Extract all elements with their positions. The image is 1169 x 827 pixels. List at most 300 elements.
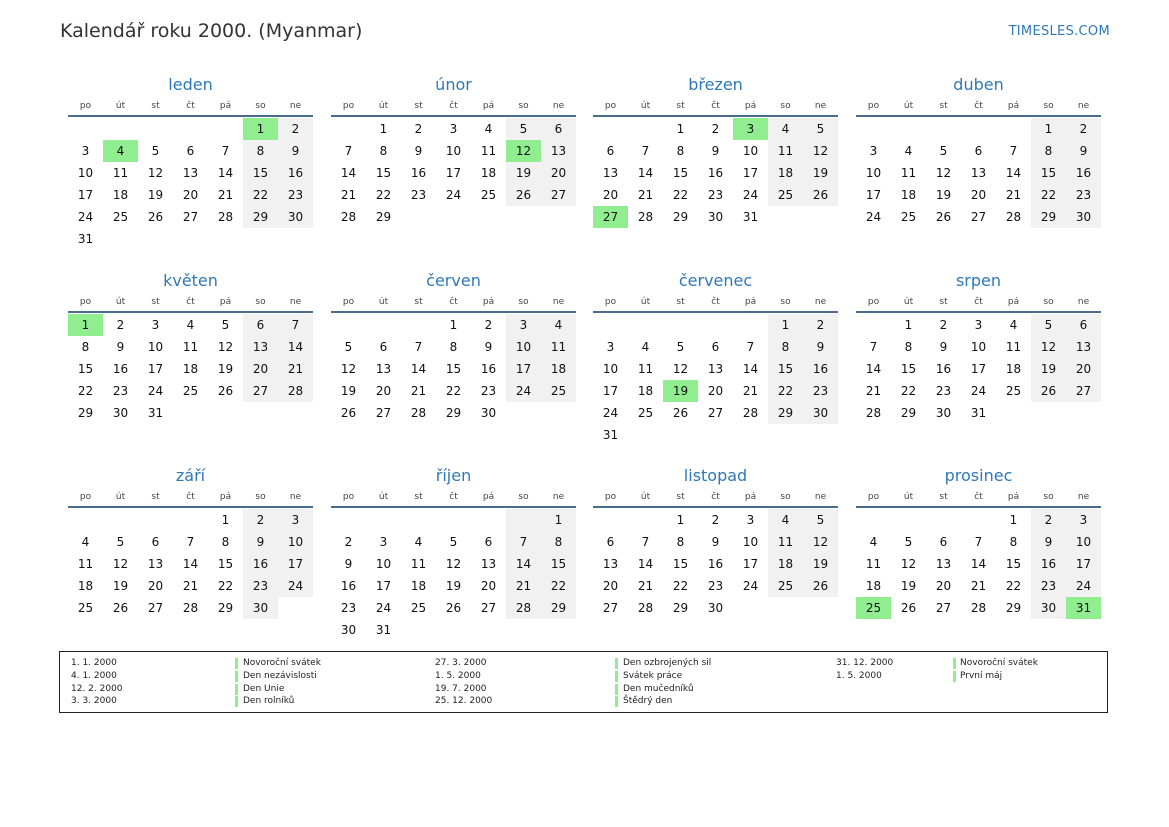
day-cell: 16: [1066, 162, 1101, 184]
weekday-label: pá: [482, 492, 495, 502]
day-cell: 6: [939, 535, 948, 549]
day-cell: 15: [217, 557, 234, 571]
day-cell: 8: [243, 140, 278, 162]
day-cell: 19: [506, 162, 541, 184]
day-cell: 23: [410, 188, 427, 202]
empty-day-cell: [541, 402, 576, 424]
empty-day-cell: [698, 424, 733, 446]
weekday-header: [68, 295, 313, 313]
day-cell: 10: [602, 362, 619, 376]
day-cell: 17: [278, 553, 313, 575]
day-cell: 30: [1066, 206, 1101, 228]
day-cell: 20: [602, 579, 619, 593]
day-cell: 13: [480, 557, 497, 571]
empty-day-cell: [733, 314, 768, 336]
day-cell: 23: [278, 184, 313, 206]
weekday-header: [331, 295, 576, 313]
day-cell: 9: [278, 140, 313, 162]
weekday-label: čt: [711, 492, 720, 502]
day-cell: 17: [445, 166, 462, 180]
weekday-label: so: [1043, 297, 1054, 307]
day-cell: 5: [344, 340, 353, 354]
day-cell: 3: [869, 144, 878, 158]
day-cell: 28: [970, 601, 987, 615]
month-name: září: [175, 466, 206, 485]
month-name: říjen: [435, 466, 472, 485]
day-cell: 23: [243, 575, 278, 597]
day-cell: 6: [186, 144, 195, 158]
day-cell: 18: [410, 579, 427, 593]
empty-day-cell: [996, 118, 1031, 140]
weekday-label: po: [604, 297, 617, 307]
month-block: [856, 73, 1101, 228]
weekday-label: so: [518, 492, 529, 502]
day-cell: 6: [379, 340, 388, 354]
day-cell: 2: [278, 118, 313, 140]
day-cell: 5: [151, 144, 160, 158]
day-cell: 23: [803, 380, 838, 402]
empty-day-cell: [436, 509, 471, 531]
day-cell: 10: [1066, 531, 1101, 553]
day-cell: 15: [672, 557, 689, 571]
day-cell: 27: [182, 210, 199, 224]
weekday-label: po: [79, 297, 92, 307]
empty-day-cell: [173, 402, 208, 424]
day-cell: 17: [970, 362, 987, 376]
day-cell: 18: [77, 579, 94, 593]
day-cell: 9: [939, 340, 948, 354]
day-cell: 8: [221, 535, 230, 549]
empty-day-cell: [208, 118, 243, 140]
weekday-label: pá: [219, 297, 232, 307]
day-cell: 26: [1031, 380, 1066, 402]
day-cell: 9: [803, 336, 838, 358]
empty-day-cell: [506, 509, 541, 531]
day-cell: 2: [414, 122, 423, 136]
day-cell: 11: [1005, 340, 1022, 354]
day-cell: 17: [147, 362, 164, 376]
day-cell: 15: [445, 362, 462, 376]
empty-day-cell: [593, 509, 628, 531]
weekday-header: [856, 490, 1101, 508]
day-cell: 26: [900, 601, 917, 615]
day-cell: 16: [340, 579, 357, 593]
day-cell: 6: [541, 118, 576, 140]
day-cell: 18: [865, 579, 882, 593]
legend-holiday-name: Den Unie: [243, 683, 285, 694]
day-cell: 14: [1005, 166, 1022, 180]
weekday-label: po: [79, 492, 92, 502]
holiday-day-cell: 1: [243, 118, 278, 140]
day-cell: 10: [506, 336, 541, 358]
day-cell: 3: [81, 144, 90, 158]
day-cell: 7: [278, 314, 313, 336]
holiday-day-cell: 12: [506, 140, 541, 162]
day-cell: 4: [81, 535, 90, 549]
weekday-label: út: [378, 297, 389, 307]
day-cell: 17: [742, 557, 759, 571]
day-cell: 24: [77, 210, 94, 224]
day-cell: 12: [340, 362, 357, 376]
empty-day-cell: [891, 118, 926, 140]
weekday-label: so: [518, 101, 529, 111]
weekday-header: [331, 490, 576, 508]
weekday-label: st: [151, 492, 160, 502]
weekday-label: pá: [744, 101, 757, 111]
day-cell: 11: [480, 144, 497, 158]
day-cell: 1: [221, 513, 230, 527]
day-cell: 21: [278, 358, 313, 380]
day-cell: 31: [970, 406, 987, 420]
day-cell: 26: [803, 184, 838, 206]
weekday-label: čt: [186, 297, 195, 307]
day-cell: 16: [243, 553, 278, 575]
legend-date: 27. 3. 2000: [435, 658, 487, 668]
weekday-label: st: [939, 101, 948, 111]
day-cell: 16: [707, 166, 724, 180]
holiday-day-cell: 3: [733, 118, 768, 140]
day-cell: 16: [803, 358, 838, 380]
day-cell: 10: [970, 340, 987, 354]
day-cell: 1: [1031, 118, 1066, 140]
day-cell: 28: [865, 406, 882, 420]
weekday-label: út: [115, 101, 126, 111]
day-cell: 9: [243, 531, 278, 553]
day-cell: 6: [606, 535, 615, 549]
day-cell: 11: [865, 557, 882, 571]
day-cell: 11: [112, 166, 129, 180]
empty-day-cell: [593, 118, 628, 140]
day-grid: [856, 118, 1101, 228]
day-cell: 18: [637, 384, 654, 398]
day-cell: 29: [375, 210, 392, 224]
day-cell: 15: [768, 358, 803, 380]
day-cell: 14: [506, 553, 541, 575]
day-grid: [331, 118, 576, 228]
weekday-label: so: [255, 297, 266, 307]
legend-holiday-name: Den ozbrojených sil: [623, 658, 712, 668]
weekday-label: po: [604, 101, 617, 111]
day-cell: 5: [221, 318, 230, 332]
empty-day-cell: [698, 314, 733, 336]
holiday-day-cell: 27: [593, 206, 628, 228]
weekday-label: pá: [744, 492, 757, 502]
weekday-header: [593, 99, 838, 117]
weekday-label: st: [676, 297, 685, 307]
day-cell: 28: [1005, 210, 1022, 224]
day-cell: 25: [480, 188, 497, 202]
day-cell: 4: [1009, 318, 1018, 332]
day-cell: 21: [217, 188, 234, 202]
weekday-label: ne: [814, 492, 827, 502]
day-cell: 26: [506, 184, 541, 206]
day-cell: 5: [676, 340, 685, 354]
day-cell: 24: [865, 210, 882, 224]
day-cell: 8: [904, 340, 913, 354]
day-cell: 25: [768, 184, 803, 206]
weekday-label: pá: [1007, 297, 1020, 307]
day-cell: 20: [541, 162, 576, 184]
day-cell: 18: [541, 358, 576, 380]
day-cell: 20: [480, 579, 497, 593]
day-cell: 22: [672, 188, 689, 202]
legend-holiday-name: Svátek práce: [623, 670, 683, 681]
day-cell: 13: [602, 557, 619, 571]
empty-day-cell: [628, 424, 663, 446]
weekday-label: čt: [186, 101, 195, 111]
day-grid: [331, 509, 576, 641]
empty-day-cell: [856, 118, 891, 140]
day-cell: 24: [742, 188, 759, 202]
weekday-label: po: [342, 297, 355, 307]
day-cell: 16: [410, 166, 427, 180]
weekday-label: čt: [186, 492, 195, 502]
weekday-header: [331, 99, 576, 117]
day-cell: 22: [217, 579, 234, 593]
day-cell: 22: [243, 184, 278, 206]
day-cell: 14: [410, 362, 427, 376]
empty-day-cell: [331, 509, 366, 531]
day-grid: [593, 314, 838, 446]
day-cell: 23: [935, 384, 952, 398]
day-cell: 1: [1009, 513, 1018, 527]
day-cell: 5: [904, 535, 913, 549]
day-cell: 8: [449, 340, 458, 354]
day-cell: 15: [243, 162, 278, 184]
empty-day-cell: [506, 402, 541, 424]
weekday-label: čt: [711, 297, 720, 307]
day-cell: 21: [637, 188, 654, 202]
day-cell: 27: [147, 601, 164, 615]
day-grid: [856, 509, 1101, 619]
day-cell: 26: [147, 210, 164, 224]
day-cell: 25: [112, 210, 129, 224]
month-name: únor: [435, 75, 472, 94]
weekday-label: čt: [449, 492, 458, 502]
weekday-label: po: [342, 492, 355, 502]
day-cell: 16: [707, 557, 724, 571]
empty-day-cell: [733, 597, 768, 619]
day-cell: 20: [1066, 358, 1101, 380]
day-cell: 3: [1066, 509, 1101, 531]
day-cell: 16: [1031, 553, 1066, 575]
day-cell: 28: [340, 210, 357, 224]
day-cell: 23: [707, 579, 724, 593]
day-cell: 1: [676, 513, 685, 527]
empty-day-cell: [401, 314, 436, 336]
empty-day-cell: [331, 118, 366, 140]
day-cell: 22: [445, 384, 462, 398]
weekday-label: so: [255, 101, 266, 111]
empty-day-cell: [436, 206, 471, 228]
weekday-label: pá: [1007, 492, 1020, 502]
weekday-label: st: [414, 297, 423, 307]
day-cell: 9: [1031, 531, 1066, 553]
day-cell: 28: [182, 601, 199, 615]
day-cell: 13: [1066, 336, 1101, 358]
weekday-label: pá: [482, 297, 495, 307]
day-cell: 24: [742, 579, 759, 593]
day-cell: 29: [768, 402, 803, 424]
weekday-label: pá: [744, 297, 757, 307]
day-cell: 5: [116, 535, 125, 549]
holiday-day-cell: 4: [103, 140, 138, 162]
day-cell: 30: [112, 406, 129, 420]
day-cell: 20: [182, 188, 199, 202]
empty-day-cell: [103, 509, 138, 531]
day-cell: 6: [484, 535, 493, 549]
legend-color-marker: [615, 658, 618, 669]
weekday-label: ne: [289, 297, 302, 307]
day-cell: 21: [506, 575, 541, 597]
weekday-label: so: [518, 297, 529, 307]
site-link[interactable]: TIMESLES.COM: [1008, 24, 1110, 39]
month-block: [68, 464, 313, 619]
day-cell: 24: [1066, 575, 1101, 597]
day-cell: 27: [480, 601, 497, 615]
day-cell: 5: [803, 509, 838, 531]
empty-day-cell: [436, 619, 471, 641]
day-grid: [593, 509, 838, 619]
day-cell: 9: [484, 340, 493, 354]
weekday-header: [593, 490, 838, 508]
day-cell: 28: [278, 380, 313, 402]
day-cell: 27: [602, 601, 619, 615]
legend-color-marker: [615, 684, 618, 695]
day-cell: 12: [672, 362, 689, 376]
day-cell: 28: [742, 406, 759, 420]
weekday-label: so: [1043, 101, 1054, 111]
day-cell: 7: [221, 144, 230, 158]
day-cell: 15: [1031, 162, 1066, 184]
day-cell: 10: [865, 166, 882, 180]
empty-day-cell: [768, 206, 803, 228]
month-name: listopad: [683, 466, 748, 485]
day-cell: 28: [506, 597, 541, 619]
weekday-label: ne: [1077, 101, 1090, 111]
day-cell: 29: [77, 406, 94, 420]
day-cell: 10: [375, 557, 392, 571]
weekday-header: [68, 490, 313, 508]
day-cell: 13: [182, 166, 199, 180]
day-cell: 8: [768, 336, 803, 358]
day-cell: 21: [742, 384, 759, 398]
weekday-label: út: [903, 297, 914, 307]
day-cell: 8: [379, 144, 388, 158]
month-name: březen: [688, 75, 743, 94]
day-cell: 7: [186, 535, 195, 549]
holiday-day-cell: 25: [856, 597, 891, 619]
weekday-label: út: [640, 492, 651, 502]
day-cell: 18: [768, 553, 803, 575]
day-cell: 29: [217, 601, 234, 615]
legend-date: 25. 12. 2000: [435, 696, 493, 707]
month-name: prosinec: [944, 466, 1013, 485]
empty-day-cell: [1066, 402, 1101, 424]
day-cell: 19: [1031, 358, 1066, 380]
empty-day-cell: [541, 206, 576, 228]
legend-date: 1. 5. 2000: [836, 670, 882, 681]
holiday-day-cell: 31: [1066, 597, 1101, 619]
weekday-label: út: [640, 101, 651, 111]
empty-day-cell: [768, 424, 803, 446]
day-cell: 28: [410, 406, 427, 420]
weekday-label: ne: [289, 492, 302, 502]
day-cell: 12: [112, 557, 129, 571]
legend-color-marker: [953, 671, 956, 682]
day-cell: 3: [379, 535, 388, 549]
empty-day-cell: [173, 228, 208, 250]
day-cell: 11: [900, 166, 917, 180]
day-cell: 8: [676, 144, 685, 158]
day-cell: 27: [375, 406, 392, 420]
day-cell: 27: [1066, 380, 1101, 402]
empty-day-cell: [768, 597, 803, 619]
weekday-label: st: [676, 492, 685, 502]
day-cell: 18: [768, 162, 803, 184]
weekday-label: út: [115, 492, 126, 502]
day-cell: 1: [541, 509, 576, 531]
weekday-label: ne: [1077, 492, 1090, 502]
day-cell: 27: [243, 380, 278, 402]
day-cell: 2: [484, 318, 493, 332]
day-cell: 15: [375, 166, 392, 180]
empty-day-cell: [208, 228, 243, 250]
month-block: [856, 464, 1101, 619]
empty-day-cell: [961, 118, 996, 140]
day-cell: 9: [116, 340, 125, 354]
day-cell: 29: [672, 210, 689, 224]
empty-day-cell: [366, 314, 401, 336]
empty-day-cell: [996, 402, 1031, 424]
day-cell: 25: [768, 575, 803, 597]
empty-day-cell: [243, 402, 278, 424]
empty-day-cell: [173, 118, 208, 140]
day-grid: [331, 314, 576, 424]
empty-day-cell: [138, 118, 173, 140]
day-cell: 21: [1005, 188, 1022, 202]
empty-day-cell: [856, 314, 891, 336]
day-cell: 10: [77, 166, 94, 180]
day-cell: 7: [344, 144, 353, 158]
day-cell: 5: [506, 118, 541, 140]
month-name: leden: [168, 75, 213, 94]
day-cell: 12: [147, 166, 164, 180]
day-cell: 19: [147, 188, 164, 202]
day-cell: 24: [375, 601, 392, 615]
day-cell: 25: [182, 384, 199, 398]
legend-color-marker: [615, 671, 618, 682]
day-cell: 23: [1031, 575, 1066, 597]
month-block: [593, 73, 838, 228]
day-cell: 16: [935, 362, 952, 376]
day-grid: [68, 314, 313, 424]
empty-day-cell: [138, 509, 173, 531]
empty-day-cell: [103, 228, 138, 250]
day-cell: 18: [112, 188, 129, 202]
weekday-label: st: [939, 492, 948, 502]
day-cell: 21: [410, 384, 427, 398]
legend-date: 12. 2. 2000: [71, 683, 123, 694]
weekday-label: ne: [552, 492, 565, 502]
weekday-label: čt: [449, 101, 458, 111]
empty-day-cell: [173, 509, 208, 531]
day-cell: 11: [77, 557, 94, 571]
empty-day-cell: [733, 424, 768, 446]
day-cell: 14: [278, 336, 313, 358]
day-cell: 11: [410, 557, 427, 571]
day-cell: 4: [414, 535, 423, 549]
